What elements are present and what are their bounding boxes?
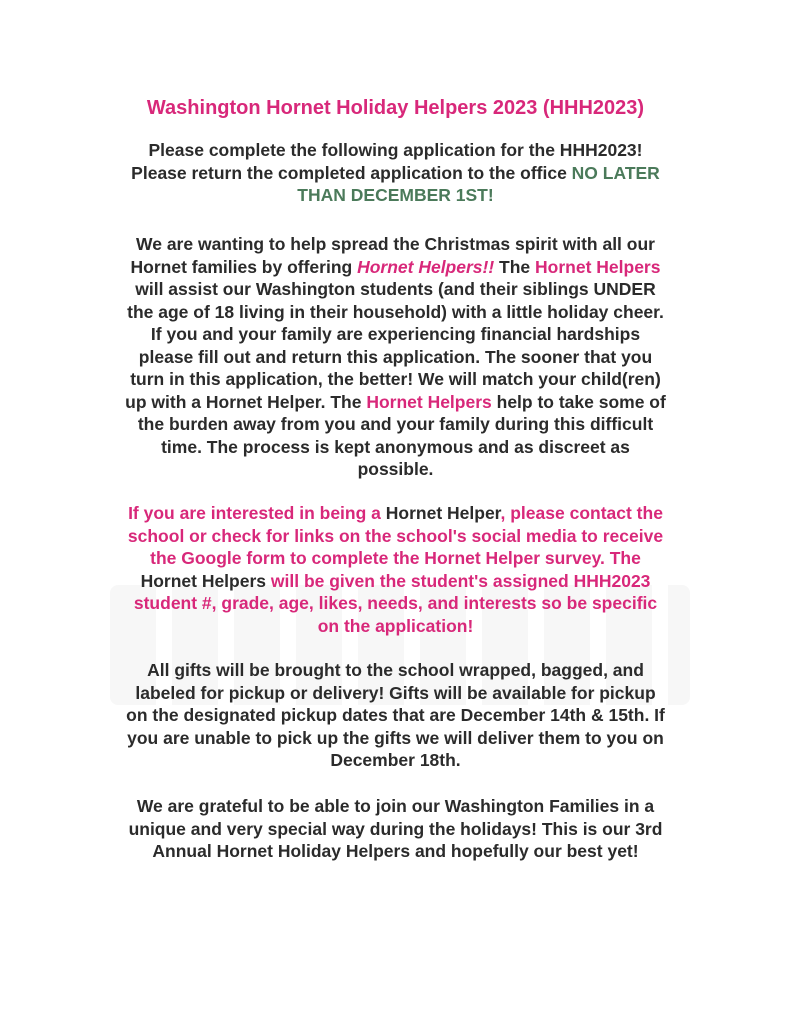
deadline-date: THAN DECEMBER 1ST! bbox=[297, 185, 494, 205]
para3-line-3: on the designated pickup dates that are December 14th & 15th. If bbox=[126, 705, 665, 725]
para1-line-5: If you and your family are experiencing financial hardships bbox=[150, 324, 641, 344]
para1-line-3: will assist our Washington students (and their siblings UNDER bbox=[135, 279, 656, 299]
para1-line-8-rest: help to take some of bbox=[491, 391, 666, 412]
paragraph-helpers bbox=[80, 233, 711, 481]
para1-line-1: We are wanting to help spread the Christmas spirit with all our bbox=[136, 234, 655, 254]
paragraph-closing bbox=[80, 795, 711, 863]
hornet-helpers-highlight-2: Hornet Helpers bbox=[366, 391, 492, 412]
para2-line-3: the Google form to complete the Hornet Helper survey. The bbox=[150, 548, 641, 568]
intro-line-1: Please complete the following application for the HHH2023! bbox=[148, 140, 643, 160]
paragraph-gifts bbox=[80, 659, 711, 772]
intro-line-2-text: Please return the completed application to the office bbox=[131, 162, 572, 183]
intro-line-2 bbox=[80, 162, 711, 185]
para3-line-4: you are unable to pick up the gifts we will deliver them to you on bbox=[127, 727, 664, 748]
para1-line-6: please fill out and return this application. The sooner that you bbox=[138, 346, 653, 367]
para1-line-4: the age of 18 living in their household) with a little holiday cheer. bbox=[127, 301, 664, 322]
para2-line-4-rest: will be given the student's assigned HHH2023 bbox=[266, 570, 651, 591]
para1-line-8 bbox=[80, 391, 711, 414]
para1-line-2 bbox=[80, 256, 711, 279]
para3-line-1: All gifts will be brought to the school wrapped, bagged, and bbox=[147, 660, 644, 680]
para1-line-2-text: Hornet families by offering bbox=[130, 256, 358, 277]
para1-line-7: turn in this application, the better! We will match your child(ren) bbox=[130, 369, 661, 389]
para2-line-1 bbox=[80, 502, 711, 525]
para1-line-10: time. The process is kept anonymous and as discreet as bbox=[161, 436, 630, 457]
para4-line-3: Annual Hornet Holiday Helpers and hopefully our best yet! bbox=[152, 841, 639, 861]
para4-line-2: unique and very special way during the holidays! This is our 3rd bbox=[128, 818, 663, 839]
paragraph-volunteer bbox=[80, 502, 711, 637]
para1-line-8-text: up with a Hornet Helper. The bbox=[125, 391, 367, 412]
page-title: Washington Hornet Holiday Helpers 2023 (HHH2023) bbox=[146, 97, 645, 119]
para1-line-2-the: The bbox=[494, 256, 536, 277]
deadline-highlight: NO LATER bbox=[571, 162, 660, 183]
para2-line-1-text: If you are interested in being a bbox=[128, 503, 386, 523]
para2-line-1-rest: , please contact the bbox=[500, 503, 663, 523]
para2-line-2: school or check for links on the school's social media to receive bbox=[127, 525, 664, 546]
para4-line-1: We are grateful to be able to join our Washington Families in a bbox=[136, 796, 655, 816]
hornet-helper-dark: Hornet Helper bbox=[385, 503, 501, 523]
intro-block bbox=[80, 139, 711, 207]
para2-line-4 bbox=[80, 570, 711, 593]
hornet-helpers-dark: Hornet Helpers bbox=[140, 570, 267, 591]
para3-line-5: December 18th. bbox=[330, 750, 461, 770]
para1-line-11: possible. bbox=[357, 459, 434, 479]
para3-line-2: labeled for pickup or delivery! Gifts will be available for pickup bbox=[135, 682, 656, 703]
para2-line-5: student #, grade, age, likes, needs, and interests so be specific bbox=[133, 593, 658, 613]
para2-line-6: on the application! bbox=[317, 615, 474, 636]
hornet-helpers-highlight: Hornet Helpers bbox=[535, 256, 661, 277]
para1-line-9: the burden away from you and your family during this difficult bbox=[137, 414, 654, 434]
hornet-helpers-emphasis: Hornet Helpers!! bbox=[357, 256, 495, 277]
